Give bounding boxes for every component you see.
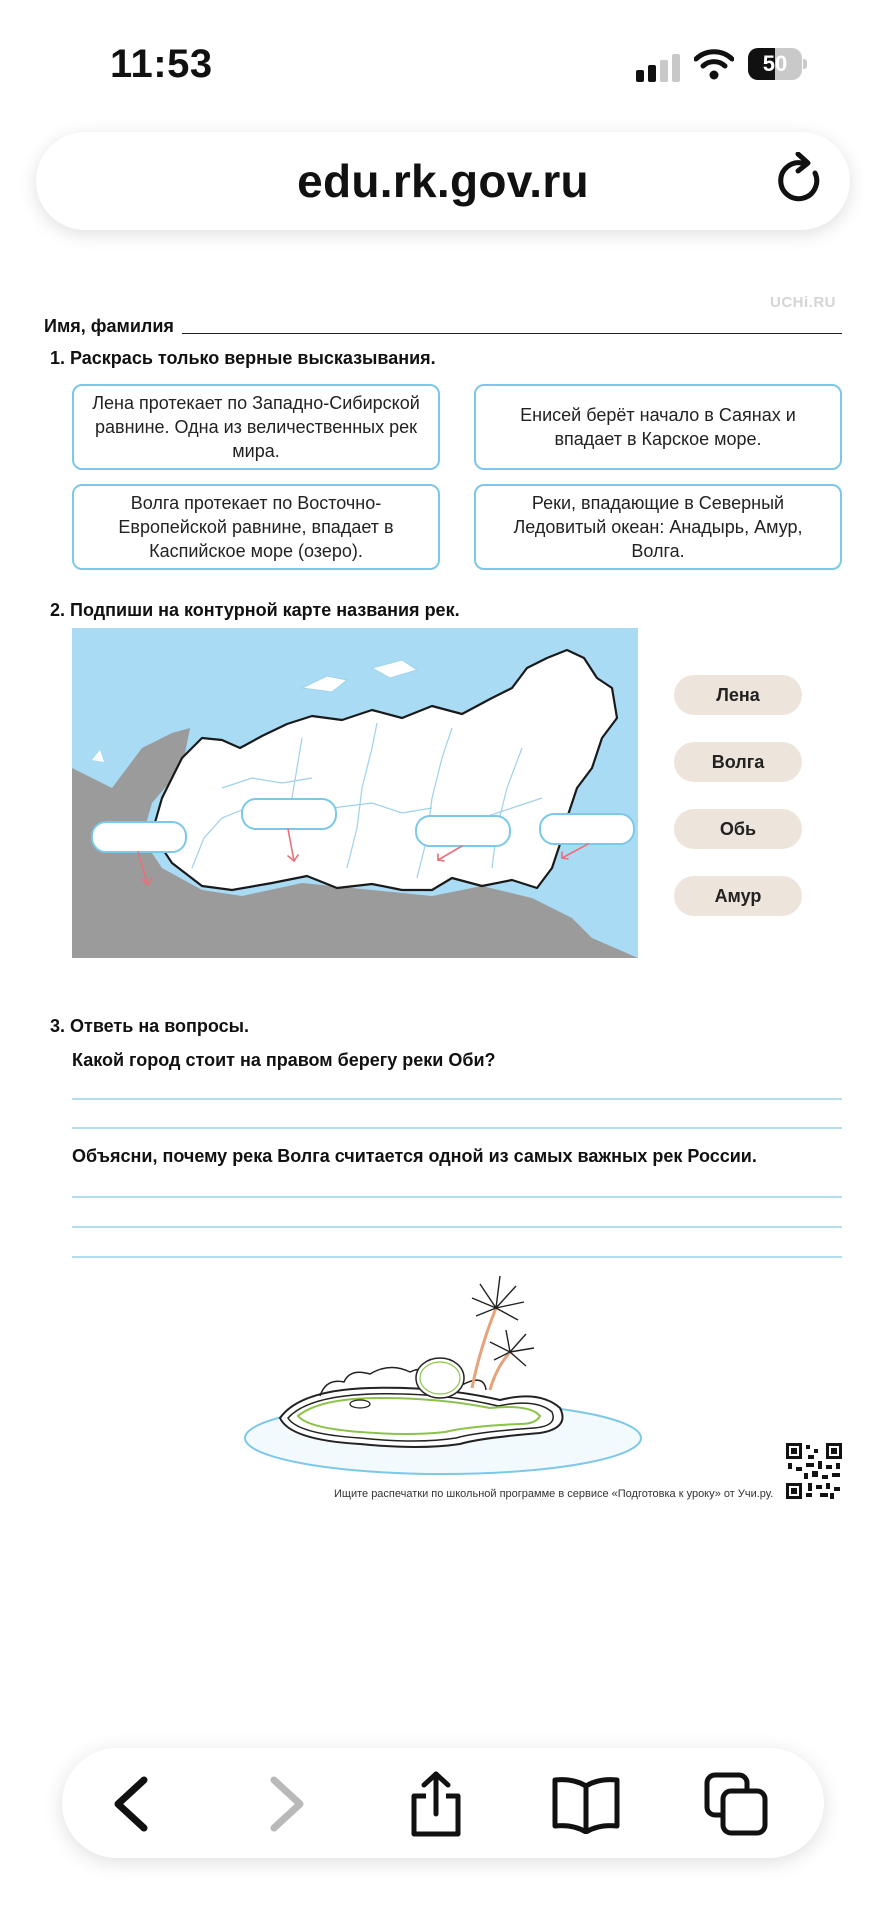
tabs-button[interactable] xyxy=(696,1770,776,1838)
river-option-lena: Лена xyxy=(674,675,802,715)
tabs-icon xyxy=(703,1771,769,1837)
task1-title: 1. Раскрась только верные высказывания. xyxy=(50,348,436,368)
bookmarks-button[interactable] xyxy=(546,1770,626,1838)
answer-line xyxy=(72,1127,842,1129)
river-option-ob: Обь xyxy=(674,809,802,849)
forward-button[interactable] xyxy=(246,1770,326,1838)
russia-contour-map xyxy=(72,628,638,958)
status-time: 11:53 xyxy=(110,42,213,86)
river-option-amur: Амур xyxy=(674,876,802,916)
url-text[interactable]: edu.rk.gov.ru xyxy=(297,155,589,207)
qr-code xyxy=(786,1443,842,1499)
status-bar xyxy=(0,0,886,130)
task2-title: 2. Подпиши на контурной карте названия рек. xyxy=(50,600,460,620)
wifi-icon xyxy=(694,48,734,80)
brand-logo: UCHi.RU xyxy=(770,294,836,311)
question-1: Какой город стоит на правом берегу реки Оби? xyxy=(72,1050,496,1070)
bookmarks-icon xyxy=(551,1774,621,1834)
share-button[interactable] xyxy=(396,1770,476,1838)
name-label: Имя, фамилия xyxy=(44,316,174,336)
reload-icon[interactable] xyxy=(774,152,824,206)
battery-icon xyxy=(748,48,806,80)
question-2: Объясни, почему река Волга считается одной из самых важных рек России. xyxy=(72,1146,757,1166)
answer-line xyxy=(72,1256,842,1258)
statement-2: Енисей берёт начало в Саянах и впадает в Карское море. xyxy=(474,384,842,470)
island-illustration xyxy=(240,1268,646,1480)
forward-icon xyxy=(264,1776,308,1832)
footer-text: Ищите распечатки по школьной программе в сервисе «Подготовка к уроку» от Учи.ру. xyxy=(334,1488,774,1500)
back-icon xyxy=(110,1776,154,1832)
answer-line xyxy=(72,1226,842,1228)
answer-line xyxy=(72,1196,842,1198)
name-line xyxy=(182,333,842,334)
task3-title: 3. Ответь на вопросы. xyxy=(50,1016,250,1036)
statement-1: Лена протекает по Западно-Сибирской равнине. Одна из величественных рек мира. xyxy=(72,384,440,470)
river-option-volga: Волга xyxy=(674,742,802,782)
address-bar[interactable] xyxy=(36,132,850,230)
statement-4: Реки, впадающие в Северный Ледовитый океан: Анадырь, Амур, Волга. xyxy=(474,484,842,570)
statement-3: Волга протекает по Восточно-Европейской равнине, впадает в Каспийское море (озеро). xyxy=(72,484,440,570)
answer-line xyxy=(72,1098,842,1100)
battery-percent: 50 xyxy=(762,51,788,76)
cellular-signal-icon xyxy=(636,54,680,82)
back-button[interactable] xyxy=(92,1770,172,1838)
share-icon xyxy=(406,1770,466,1838)
